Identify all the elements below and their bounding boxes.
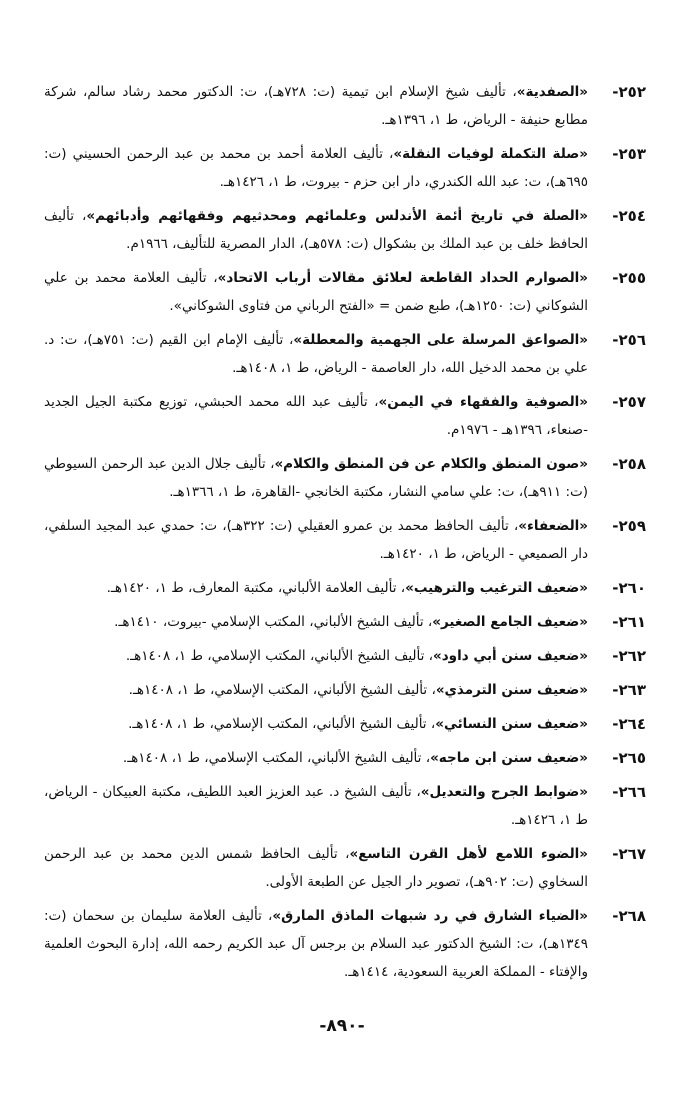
entry-number: ٢٥٣- [612,145,646,163]
bibliography-entry [44,744,646,772]
entry-text [44,608,588,636]
entry-title: «ضعيف سنن النسائي» [435,716,588,732]
entry-title: «صلة التكملة لوفيات النقلة» [393,146,588,162]
entry-number: ٢٦٧- [612,845,646,863]
entry-number: ٢٦١- [612,613,646,631]
entry-details: ، تأليف العلامة الألباني، مكتبة المعارف، ط ١، ١٤٢٠هـ. [106,580,406,596]
entry-details: ، تأليف العلامة سليمان بن سحمان (ت: ١٣٤٩هـ)، ت: الشيخ الدكتور عبد السلام بن برجس آل عبد الكريم رحمه الله، إدارة البحوث العلمية والإفتاء - المملكة العربية السعودية، ١٤١٤هـ. [44,908,588,980]
bibliography-entry [44,840,646,896]
bibliography-entry [44,574,646,602]
entry-number: ٢٥٩- [612,517,646,535]
entry-text [44,202,588,258]
bibliography-list [44,78,646,986]
bibliography-entry [44,388,646,444]
entry-details: ، تأليف الشيخ الألباني، المكتب الإسلامي، ط ١، ١٤٠٨هـ. [122,750,431,766]
entry-title: «الصلة في تاريخ أئمة الأندلس وعلمائهم ومحدثيهم وفقهائهم وأدبائهم» [86,208,588,224]
bibliography-entry [44,512,646,568]
entry-title: «الضوء اللامع لأهل القرن التاسع» [349,846,588,862]
bibliography-entry [44,608,646,636]
bibliography-entry [44,778,646,834]
bibliography-entry [44,710,646,738]
entry-number: ٢٦٤- [612,715,646,733]
entry-number: ٢٦٦- [612,783,646,801]
entry-details: ، تأليف الحافظ خلف بن عبد الملك بن بشكوال (ت: ٥٧٨هـ)، الدار المصرية للتأليف، ١٩٦٦م. [44,208,588,252]
entry-number: ٢٥٤- [612,207,646,225]
entry-details: ، تأليف العلامة أحمد بن محمد بن عبد الرحمن الحسيني (ت: ٦٩٥هـ)، ت: عبد الله الكندري، دار ابن حزم - بيروت، ط ١، ١٤٢٦هـ. [44,146,588,190]
entry-number: ٢٥٢- [612,83,646,101]
entry-details: ، تأليف الشيخ الألباني، المكتب الإسلامي -بيروت، ١٤١٠هـ. [114,614,433,630]
bibliography-entry [44,202,646,258]
entry-text [44,264,588,320]
entry-details: ، تأليف الشيخ الألباني، المكتب الإسلامي، ط ١، ١٤٠٨هـ. [128,682,436,698]
bibliography-entry [44,642,646,670]
bibliography-entry [44,264,646,320]
entry-title: «ضعيف سنن أبي داود» [433,648,588,664]
entry-text [44,512,588,568]
entry-title: «ضعيف الترغيب والترهيب» [405,580,588,596]
entry-details: ، تأليف عبد الله محمد الحبشي، توزيع مكتبة الجيل الجديد -صنعاء، ١٣٩٦هـ - ١٩٧٦م. [44,394,588,438]
entry-title: «الضياء الشارق في رد شبهات الماذق المارق» [272,908,589,924]
entry-details: ، تأليف الشيخ د. عبد العزيز العبد اللطيف، مكتبة العبيكان - الرياض، ط ١، ١٤٢٦هـ. [44,784,588,828]
bibliography-entry [44,902,646,986]
entry-text [44,78,588,134]
entry-title: «الصواعق المرسلة على الجهمية والمعطلة» [293,332,588,348]
entry-number: ٢٦٠- [612,579,646,597]
entry-details: ، تأليف الإمام ابن القيم (ت: ٧٥١هـ)، ت: د. علي بن محمد الدخيل الله، دار العاصمة - الرياض، ط ١، ١٤٠٨هـ. [44,332,588,376]
entry-number: ٢٦٥- [612,749,646,767]
entry-text [44,840,588,896]
entry-number: ٢٥٧- [612,393,646,411]
entry-text [44,676,588,704]
bibliography-entry [44,326,646,382]
entry-number: ٢٥٦- [612,331,646,349]
entry-title: «الصوفية والفقهاء في اليمن» [378,394,588,410]
entry-text [44,574,588,602]
entry-text [44,710,588,738]
entry-title: «الضعفاء» [518,518,588,534]
entry-number: ٢٦٨- [612,907,646,925]
entry-title: «ضعيف سنن الترمذي» [435,682,588,698]
bibliography-entry [44,140,646,196]
entry-text [44,326,588,382]
entry-title: «ضعيف سنن ابن ماجه» [430,750,588,766]
bibliography-entry [44,676,646,704]
entry-title: «الصوارم الحداد القاطعة لعلائق مقالات أرباب الاتحاد» [217,270,588,286]
entry-text [44,902,588,986]
entry-details: ، تأليف شيخ الإسلام ابن تيمية (ت: ٧٢٨هـ)، ت: الدكتور محمد رشاد سالم، شركة مطابع حنيفة - الرياض، ط ١، ١٣٩٦هـ. [44,84,588,128]
entry-details: ، تأليف الحافظ محمد بن عمرو العقيلي (ت: ٣٢٢هـ)، ت: حمدي عبد المجيد السلفي، دار الصميعي - الرياض، ط ١، ١٤٢٠هـ. [44,518,588,562]
entry-details: ، تأليف الحافظ شمس الدين محمد بن عبد الرحمن السخاوي (ت: ٩٠٢هـ)، تصوير دار الجيل عن الطبعة الأولى. [44,846,588,890]
entry-text [44,642,588,670]
entry-number: ٢٦٢- [612,647,646,665]
entry-title: «ضعيف الجامع الصغير» [432,614,588,630]
entry-title: «صون المنطق والكلام عن فن المنطق والكلام» [274,456,588,472]
bibliography-entry [44,450,646,506]
entry-details: ، تأليف جلال الدين عبد الرحمن السيوطي (ت: ٩١١هـ)، ت: علي سامي النشار، مكتبة الخانجي -القاهرة، ط ١، ١٣٦٦هـ. [44,456,588,500]
page-number: -٨٩٠- [319,1016,365,1036]
entry-text [44,744,588,772]
bibliography-entry [44,78,646,134]
entry-details: ، تأليف الشيخ الألباني، المكتب الإسلامي، ط ١، ١٤٠٨هـ. [125,648,434,664]
entry-details: ، تأليف العلامة محمد بن علي الشوكاني (ت: ١٢٥٠هـ)، طبع ضمن = «الفتح الرباني من فتاوى الشوكاني». [44,270,588,314]
entry-number: ٢٥٥- [612,269,646,287]
entry-number: ٢٦٣- [612,681,646,699]
entry-title: «ضوابط الجرح والتعديل» [420,784,589,800]
entry-details: ، تأليف الشيخ الألباني، المكتب الإسلامي، ط ١، ١٤٠٨هـ. [128,716,436,732]
entry-number: ٢٥٨- [612,455,646,473]
entry-text [44,450,588,506]
entry-title: «الصفدية» [516,84,588,100]
entry-text [44,140,588,196]
entry-text [44,388,588,444]
entry-text [44,778,588,834]
